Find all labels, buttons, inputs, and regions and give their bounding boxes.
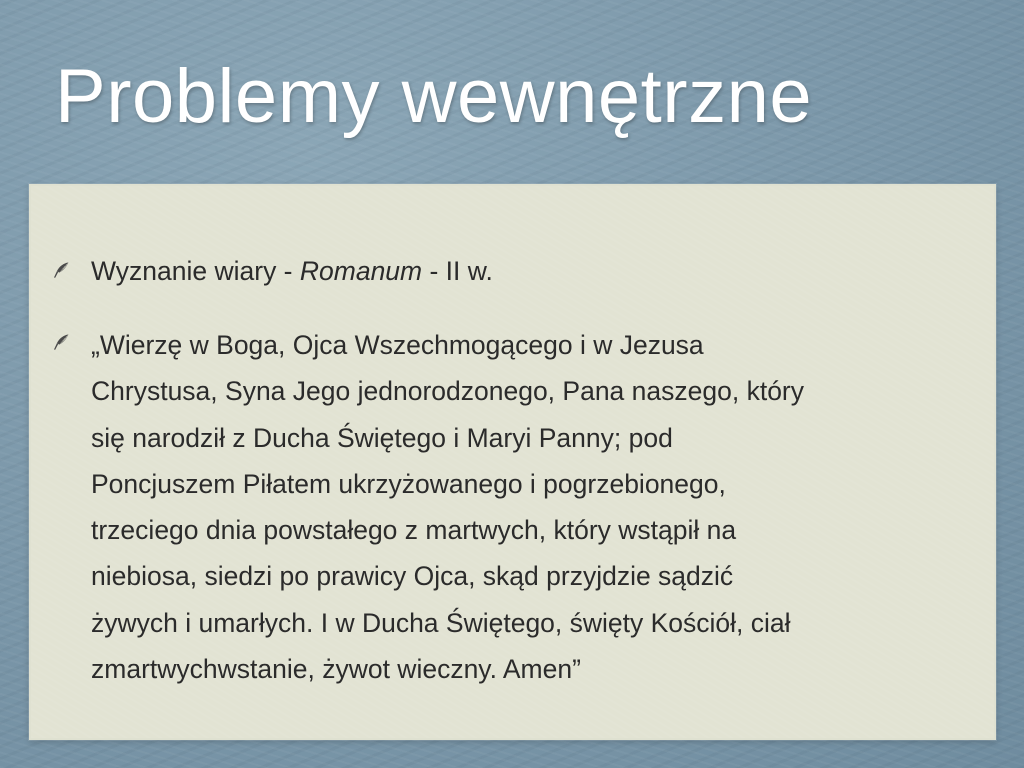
bullet-1-text-tail: - II w.	[422, 256, 493, 286]
bullet-2-line: zmartwychwstanie, żywot wieczny. Amen”	[91, 654, 581, 685]
bullet-2-line: niebiosa, siedzi po prawicy Ojca, skąd przyjdzie sądzić	[91, 561, 734, 592]
quill-pen-icon	[51, 332, 71, 352]
bullet-2-line: „Wierzę w Boga, Ojca Wszechmogącego i w Jezusa	[91, 330, 704, 360]
bullet-1-text	[91, 256, 493, 286]
bullet-1-text-lead: Wyznanie wiary -	[91, 256, 300, 286]
bullet-2-line: Chrystusa, Syna Jego jednorodzonego, Pana naszego, który	[91, 376, 805, 407]
quill-pen-icon	[51, 260, 71, 280]
bullet-2-line: żywych i umarłych. I w Ducha Świętego, święty Kościół, ciał	[91, 607, 791, 638]
content-card	[29, 184, 996, 740]
bullet-2-line: się narodził z Ducha Świętego i Maryi Panny; pod	[91, 422, 673, 453]
bullet-1-text-italic: Romanum	[299, 256, 423, 286]
slide-title: Problemy wewnętrzne	[55, 54, 813, 139]
bullet-2-text	[91, 322, 971, 692]
bullet-2-line: Poncjuszem Piłatem ukrzyżowanego i pogrzebionego,	[91, 468, 726, 499]
bullet-2-line: trzeciego dnia powstałego z martwych, który wstąpił na	[91, 515, 737, 546]
